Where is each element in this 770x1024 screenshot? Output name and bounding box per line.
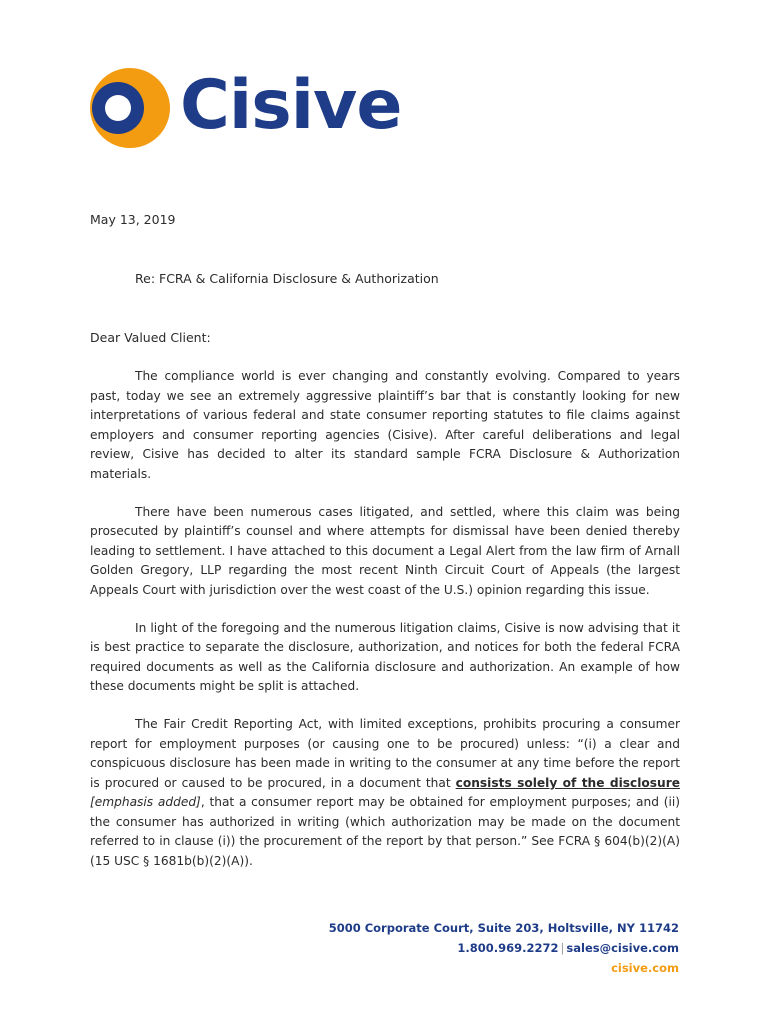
cisive-circle-logo-icon	[90, 68, 170, 148]
fcra-text-after: , that a consumer report may be obtained for employment purposes; and (ii) the consumer has authorized in writing (which authorization may be made on the document referred to in clause (i)) the procurement of the report by that person.” See FCRA § 604(b)(2)(A) (15 USC § 1681b(b)(2)(A)).	[90, 795, 680, 869]
company-logo	[90, 68, 401, 148]
letter-body	[90, 367, 680, 890]
letter-date: May 13, 2019	[90, 212, 176, 227]
paragraph-4-fcra	[90, 715, 680, 872]
fcra-underlined-text: consists solely of the disclosure	[455, 775, 680, 790]
letterhead-footer	[329, 918, 679, 978]
paragraph-3: In light of the foregoing and the numerous litigation claims, Cisive is now advising that it is best practice to separate the disclosure, authorization, and notices for both the federal FCRA required documents as well as the California disclosure and authorization. An example of how these documents might be split is attached.	[90, 620, 680, 694]
paragraph-2: There have been numerous cases litigated, and settled, where this claim was being prosecuted by plaintiff’s counsel and where attempts for dismissal have been denied thereby leading to settlement. I have attached to this document a Legal Alert from the law firm of Arnall Golden Gregory, LLP regarding the most recent Ninth Circuit Court of Appeals (the largest Appeals Court with jurisdiction over the west coast of the U.S.) opinion regarding this issue.	[90, 504, 680, 597]
footer-separator: |	[560, 941, 565, 955]
letter-salutation: Dear Valued Client:	[90, 330, 211, 345]
logo-wordmark: Cisive	[180, 66, 402, 145]
footer-phone: 1.800.969.2272	[457, 941, 559, 955]
letter-subject: Re: FCRA & California Disclosure & Authorization	[135, 271, 439, 286]
footer-contact	[329, 938, 679, 958]
footer-website[interactable]: cisive.com	[611, 961, 679, 975]
footer-email[interactable]: sales@cisive.com	[566, 941, 679, 955]
fcra-text-before: The Fair Credit Reporting Act, with limited exceptions, prohibits procuring a consumer report for employment purposes (or causing one to be procured) unless: “(i) a clear and conspicuous disclosure has been made in writing to the consumer at any time before the report is procured or caused to be procured, in a document that	[90, 716, 680, 790]
fcra-emphasis-note: [emphasis added]	[90, 795, 201, 810]
paragraph-1: The compliance world is ever changing and constantly evolving. Compared to years past, today we see an extremely aggressive plaintiff’s bar that is constantly looking for new interpretations of various federal and state consumer reporting statutes to file claims against employers and consumer reporting agencies (Cisive). After careful deliberations and legal review, Cisive has decided to alter its standard sample FCRA Disclosure & Authorization materials.	[90, 369, 680, 481]
footer-address: 5000 Corporate Court, Suite 203, Holtsville, NY 11742	[328, 921, 679, 935]
